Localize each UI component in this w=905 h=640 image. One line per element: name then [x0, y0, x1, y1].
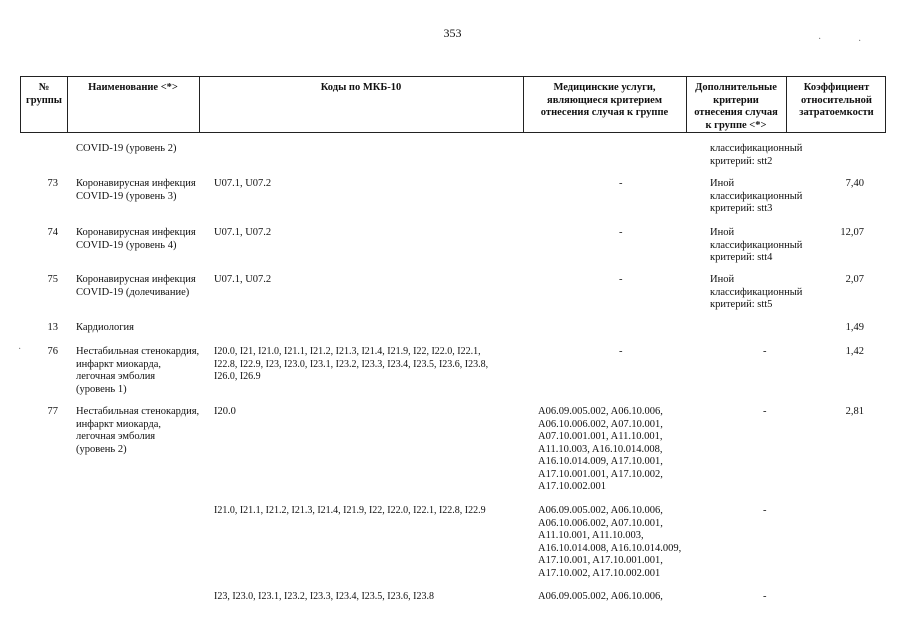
- header-codes: Коды по МКБ-10: [320, 82, 402, 93]
- row-num: 13: [47, 322, 58, 333]
- scan-mark: ·: [818, 34, 822, 45]
- scan-mark: ·: [18, 344, 22, 355]
- row-extra: Иной классификационный критерий: stt5: [710, 274, 803, 310]
- row-num: 74: [47, 227, 58, 238]
- header-extra: Дополнительные критерии отнесения случая к группе <*>: [694, 82, 778, 131]
- row-extra: -: [763, 406, 767, 417]
- row-services: A06.09.005.002, A06.10.006,: [538, 591, 663, 602]
- row-extra: классификационный критерий: stt2: [710, 143, 803, 167]
- row-name: COVID-19 (уровень 2): [76, 143, 177, 154]
- row-codes: I23, I23.0, I23.1, I23.2, I23.3, I23.4, I23.5, I23.6, I23.8: [214, 591, 434, 602]
- row-services: -: [619, 178, 623, 189]
- page-number: 353: [443, 26, 462, 40]
- row-extra: Иной классификационный критерий: stt3: [710, 178, 803, 214]
- row-coef: 1,42: [845, 346, 864, 357]
- row-coef: 7,40: [845, 178, 864, 189]
- row-name: Нестабильная стенокардия, инфаркт миокарда, легочная эмболия (уровень 1): [76, 346, 200, 395]
- row-services: -: [619, 346, 623, 357]
- row-extra: Иной классификационный критерий: stt4: [710, 227, 803, 263]
- row-codes: I21.0, I21.1, I21.2, I21.3, I21.4, I21.9, I22, I22.0, I22.1, I22.8, I22.9: [214, 505, 486, 516]
- row-coef: 2,07: [845, 274, 864, 285]
- header-name: Наименование <*>: [88, 82, 178, 93]
- row-services: -: [619, 274, 623, 285]
- row-codes: I20.0, I21, I21.0, I21.1, I21.2, I21.3, I21.4, I21.9, I22, I22.0, I22.1, I22.8, I22.9, I23, I23.0, I23.1, I23.2, I23.3, I23.4, I23.5, I23.6, I23.8, I26.0, I26.9: [214, 346, 489, 382]
- row-num: 73: [47, 178, 58, 189]
- row-name: Нестабильная стенокардия, инфаркт миокарда, легочная эмболия (уровень 2): [76, 406, 200, 455]
- row-services: -: [619, 227, 623, 238]
- row-services: A06.09.005.002, A06.10.006, A06.10.006.002, A07.10.001, A07.10.001.001, A11.10.001, A11.10.003, A16.10.014.008, A16.10.014.009, A17.10.001, A17.10.001.001, A17.10.002, A17.10.002.001: [538, 406, 663, 492]
- row-num: 77: [47, 406, 58, 417]
- header-coef: Коэффициент относительной затратоемкости: [799, 82, 874, 118]
- row-codes: U07.1, U07.2: [214, 227, 272, 238]
- row-extra: -: [763, 505, 767, 516]
- row-extra: -: [763, 346, 767, 357]
- row-num: 76: [47, 346, 58, 357]
- row-coef: 1,49: [845, 322, 864, 333]
- row-name: Коронавирусная инфекция COVID-19 (долечивание): [76, 274, 196, 298]
- row-name: Коронавирусная инфекция COVID-19 (уровень 4): [76, 227, 196, 251]
- scan-mark: ·: [858, 36, 862, 47]
- row-services: A06.09.005.002, A06.10.006, A06.10.006.002, A07.10.001, A11.10.001, A11.10.003, A16.10.014.008, A16.10.014.009, A17.10.001, A17.10.001.001, A17.10.002, A17.10.002.001: [538, 505, 682, 579]
- row-name: Кардиология: [76, 322, 134, 333]
- table-header: [20, 76, 886, 133]
- row-codes: U07.1, U07.2: [214, 178, 272, 189]
- row-codes: U07.1, U07.2: [214, 274, 272, 285]
- header-num: № группы: [25, 82, 63, 106]
- row-codes: I20.0: [214, 406, 236, 417]
- row-extra: -: [763, 591, 767, 602]
- header-services: Медицинские услуги, являющиеся критерием отнесения случая к группе: [540, 82, 669, 118]
- row-num: 75: [47, 274, 58, 285]
- row-coef: 2,81: [845, 406, 864, 417]
- row-name: Коронавирусная инфекция COVID-19 (уровень 3): [76, 178, 196, 202]
- row-coef: 12,07: [840, 227, 864, 238]
